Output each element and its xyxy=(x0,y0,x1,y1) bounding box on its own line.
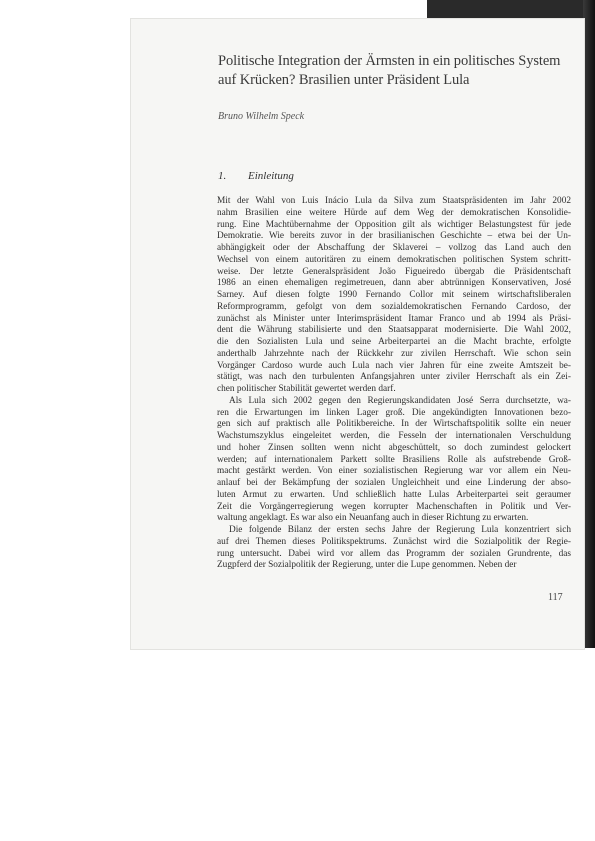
title-line: auf Krücken? Brasilien unter Präsident Lula xyxy=(218,72,470,88)
paragraph-line: Wechsel von einem autoritären zu einem demokratischen politischen System schritt- xyxy=(217,254,571,265)
section-title: Einleitung xyxy=(248,170,294,182)
paragraph-line: Die folgende Bilanz der ersten sechs Jahre der Regierung Lula konzentriert sich xyxy=(229,525,571,535)
paragraph-line: Mit der Wahl von Luis Inácio Lula da Silva zum Staatspräsidenten im Jahr 2002 xyxy=(217,196,571,206)
paragraph-line: luten Armut zu erwarten. Und schließlich hatte Lulas Arbeiterpartei seit geraumer xyxy=(217,489,571,500)
section-heading xyxy=(218,170,294,182)
paragraph-line: Demokratie. Wie bereits zuvor in der brasilianischen Geschichte – etwa bei der Un- xyxy=(217,231,571,242)
paragraph-line: Vorgänger Cardoso wurde auch Lula nach vier Jahren für eine zweite Amtszeit be- xyxy=(217,360,571,371)
paragraph-line: gen sich auf praktisch alle Politikbereiche. In der Wirtschaftspolitik sollte ein neuer xyxy=(217,419,571,430)
paragraph-line: abhängigkeit oder der Abschaffung der Sklaverei – vollzog das Land auch den xyxy=(217,243,571,253)
author-name: Bruno Wilhelm Speck xyxy=(218,111,305,122)
paragraph-line: Zugpferd der Sozialpolitik der Regierung, unter die Lupe genommen. Neben der xyxy=(217,560,517,571)
paragraph-line: Zeit die Vorgängerregierung wegen korrupter Machenschaften in Politik und Ver- xyxy=(217,501,571,512)
paragraph-line: 1986 an einen ehemaligen regimetreuen, dann aber abtrünnigen Konservativen, José xyxy=(217,278,571,289)
paragraph-line: nahm Brasilien eine weitere Hürde auf dem Weg der demokratischen Konsolidie- xyxy=(217,207,571,218)
paragraph-line: Reformprogramm, gefolgt von dem sozialdemokratischen Fernando Cardoso, der xyxy=(217,301,571,312)
book-page xyxy=(130,18,585,650)
body-text xyxy=(217,196,571,572)
paragraph-line: Sarney. Auf diesen folgte 1990 Fernando Collor mit seinem wirtschaftsliberalen xyxy=(217,290,571,300)
paragraph-line: zunächst als Minister unter Interimspräsident Itamar Franco und ab 1994 als Präsi- xyxy=(217,313,571,324)
title-line: Politische Integration der Ärmsten in ein politisches System xyxy=(218,53,561,69)
paragraph-line: macht gestärkt werden. Von einer sozialistischen Regierung war vor allem ein Neu- xyxy=(217,466,571,477)
paragraph-line: stätigt, was nach den turbulenten Anfangsjahren unter ziviler Herrschaft als ein Zei- xyxy=(217,372,571,383)
paragraph-line: anlauf bei der Bekämpfung der sozialen Ungleichheit und eine Linderung der abso- xyxy=(217,478,571,488)
paragraph-line: rung untersucht. Dabei wird vor allem das Programm der sozialen Grundrente, das xyxy=(217,548,571,559)
paragraph-line: die den Sozialisten Lula und seine Arbeiterpartei an die Macht brachte, erfolgte xyxy=(217,337,571,347)
paragraph-line: werden; auf internationalem Parkett sollte Brasiliens Rolle als aufstrebende Groß- xyxy=(217,454,571,465)
paragraph-line: chen politischer Stabilität gewertet werden darf. xyxy=(217,384,396,394)
paragraph-line: weise. Der letzte Generalspräsident João Figueiredo übergab die Präsidentschaft xyxy=(217,266,571,277)
paragraph-line: anderthalb Jahrzehnte nach der Rückkehr zur zivilen Herrschaft. Wie schon sein xyxy=(217,348,571,359)
paragraph-line: Als Lula sich 2002 gegen den Regierungskandidaten José Serra durchsetzte, wa- xyxy=(229,395,571,406)
paragraph-line: Wachstumszyklus eingeleitet werden, die Fesseln der internationalen Verschuldung xyxy=(217,431,571,441)
chapter-title xyxy=(218,52,578,90)
paragraph-line: und hoher Zinsen sollten wenn nicht abgeschüttelt, so doch zumindest gelockert xyxy=(217,442,571,453)
paragraph-line: waltung angeklagt. Es war also ein Neuanfang auch in dieser Richtung zu erwarten. xyxy=(217,513,529,524)
paragraph-line: dent die Währung stabilisierte und den Staatsapparat modernisierte. Die Wahl 2002, xyxy=(217,325,571,336)
section-number: 1. xyxy=(218,170,227,182)
paragraph-line: auf drei Themen dieses Politikspektrums. Zunächst wird die Sozialpolitik der Regie- xyxy=(217,536,571,547)
paragraph-line: ren die Erwartungen im linken Lager groß. Die angekündigten Innovationen bezo- xyxy=(217,407,571,418)
page-number: 117 xyxy=(548,592,563,603)
paragraph-line: rung. Eine Machtübernahme der Opposition gilt als wichtiger Belastungstest für jede xyxy=(217,219,571,230)
